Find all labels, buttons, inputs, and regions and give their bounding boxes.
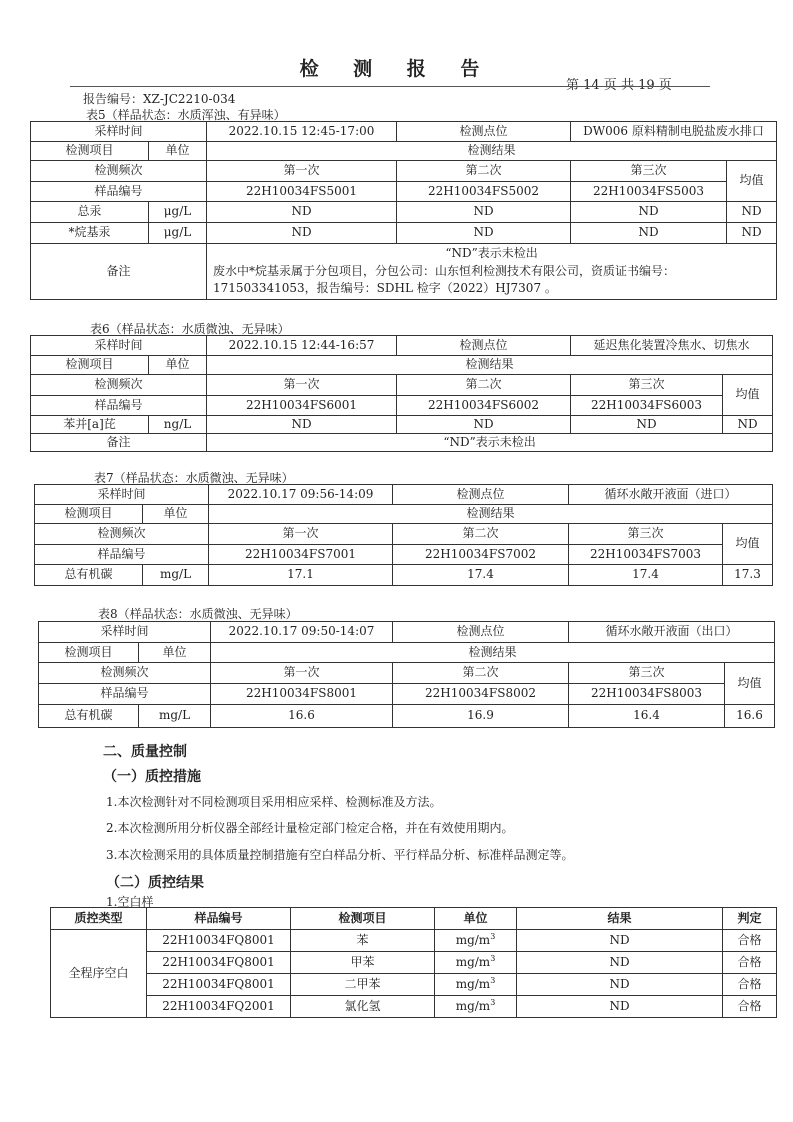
table5-unit-label: 单位 xyxy=(149,142,207,161)
qc-row3-unit xyxy=(435,974,517,996)
table8-unit-label: 单位 xyxy=(139,643,211,663)
table6-id-2: 22H10034FS6002 xyxy=(397,396,571,416)
qc-row2-result: ND xyxy=(517,952,723,974)
qc-row2-unit xyxy=(435,952,517,974)
table7-id-2: 22H10034FS7002 xyxy=(393,545,569,565)
qc-blank-title: 1.空白样 xyxy=(106,895,154,909)
table8-caption: 表8（样品状态：水质微浊、无异味） xyxy=(98,607,298,621)
qc-unit-exp: 3 xyxy=(490,976,496,986)
qc-row4-result: ND xyxy=(517,996,723,1018)
table7-third: 第三次 xyxy=(569,524,723,545)
qc-row3-result: ND xyxy=(517,974,723,996)
table8-row1-mean: 16.6 xyxy=(725,705,775,728)
table7-unit-label: 单位 xyxy=(143,505,209,524)
table5-time: 2022.10.15 12:45-17:00 xyxy=(207,122,397,142)
qc-measure-3: 3.本次检测采用的具体质量控制措施有空白样品分析、平行样品分析、标准样品测定等。 xyxy=(106,848,574,862)
table8-id-1: 22H10034FS8001 xyxy=(211,684,393,705)
table5-id-1: 22H10034FS5001 xyxy=(207,182,397,202)
table6-remark: “ND”表示未检出 xyxy=(207,434,773,452)
qc-header-type: 质控类型 xyxy=(51,908,147,930)
table5-row2-v1: ND xyxy=(207,223,397,244)
qc-header-item: 检测项目 xyxy=(291,908,435,930)
table6-unit-label: 单位 xyxy=(149,356,207,375)
qc-measures-title: （一）质控措施 xyxy=(103,769,201,785)
table5-row1-unit: μg/L xyxy=(149,202,207,223)
qc-row1-id: 22H10034FQ8001 xyxy=(147,930,291,952)
table5-time-label: 采样时间 xyxy=(31,122,207,142)
table6-frequency-label: 检测频次 xyxy=(31,375,207,396)
table5-remark xyxy=(207,244,777,300)
table6-id-3: 22H10034FS6003 xyxy=(571,396,723,416)
qc-unit-base: mg/m xyxy=(455,977,491,992)
header-rule xyxy=(70,86,710,87)
table5-row2-unit: μg/L xyxy=(149,223,207,244)
qc-title: 二、质量控制 xyxy=(103,744,187,760)
table8-row1-v3: 16.4 xyxy=(569,705,725,728)
qc-blank-type: 全程序空白 xyxy=(51,930,147,1018)
table7-row1-v2: 17.4 xyxy=(393,565,569,586)
table6 xyxy=(30,335,773,452)
table8-first: 第一次 xyxy=(211,663,393,684)
qc-row1-judge: 合格 xyxy=(723,930,777,952)
qc-measure-2: 2.本次检测所用分析仪器全部经计量检定部门检定合格，并在有效使用期内。 xyxy=(106,821,514,835)
table7-point: 循环水敞开液面（进口） xyxy=(569,485,773,505)
table8-results-label: 检测结果 xyxy=(211,643,775,663)
qc-row4-id: 22H10034FQ2001 xyxy=(147,996,291,1018)
table5-third: 第三次 xyxy=(571,161,727,182)
table5-remark-line1: “ND”表示未检出 xyxy=(445,246,538,261)
table5-point: DW006 原料精制电脱盐废水排口 xyxy=(571,122,777,142)
table5-frequency-label: 检测频次 xyxy=(31,161,207,182)
table5-remark-line2: 废水中*烷基汞属于分包项目，分包公司：山东恒利检测技术有限公司，资质证书编号：171503341053，报告编号：SDHL 检字（2022）HJ7307 。 xyxy=(213,263,676,296)
table8-item-label: 检测项目 xyxy=(39,643,139,663)
table7-frequency-label: 检测频次 xyxy=(35,524,209,545)
table7-id-3: 22H10034FS7003 xyxy=(569,545,723,565)
table6-point-label: 检测点位 xyxy=(397,336,571,356)
table6-mean-label: 均值 xyxy=(723,375,773,416)
qc-row3-judge: 合格 xyxy=(723,974,777,996)
table5-id-3: 22H10034FS5003 xyxy=(571,182,727,202)
table6-results-label: 检测结果 xyxy=(207,356,773,375)
table6-second: 第二次 xyxy=(397,375,571,396)
qc-measure-1: 1.本次检测针对不同检测项目采用相应采样、检测标准及方法。 xyxy=(106,795,442,809)
qc-unit-exp: 3 xyxy=(490,998,496,1008)
table7-row1-item: 总有机碳 xyxy=(35,565,143,586)
table7-time-label: 采样时间 xyxy=(35,485,209,505)
qc-blank-table xyxy=(50,907,777,1018)
table6-row1-v2: ND xyxy=(397,416,571,434)
qc-header-judge: 判定 xyxy=(723,908,777,930)
table5-remark-label: 备注 xyxy=(31,244,207,300)
table5-row2-v3: ND xyxy=(571,223,727,244)
table7-row1-mean: 17.3 xyxy=(723,565,773,586)
table7-mean-label: 均值 xyxy=(723,524,773,565)
qc-row3-id: 22H10034FQ8001 xyxy=(147,974,291,996)
table7-row1-v3: 17.4 xyxy=(569,565,723,586)
qc-row3-item: 二甲苯 xyxy=(291,974,435,996)
table7-first: 第一次 xyxy=(209,524,393,545)
table5-row2-mean: ND xyxy=(727,223,777,244)
table6-first: 第一次 xyxy=(207,375,397,396)
qc-row1-unit xyxy=(435,930,517,952)
table6-row1-unit: ng/L xyxy=(149,416,207,434)
table8-point-label: 检测点位 xyxy=(393,622,569,643)
table8-third: 第三次 xyxy=(569,663,725,684)
table7-results-label: 检测结果 xyxy=(209,505,773,524)
table6-caption: 表6（样品状态：水质微浊、无异味） xyxy=(90,322,290,336)
page-title: 检 测 报 告 xyxy=(299,58,494,80)
table6-item-label: 检测项目 xyxy=(31,356,149,375)
qc-row4-judge: 合格 xyxy=(723,996,777,1018)
table5-item-label: 检测项目 xyxy=(31,142,149,161)
table5-row2-v2: ND xyxy=(397,223,571,244)
table6-row1-mean: ND xyxy=(723,416,773,434)
qc-row4-unit xyxy=(435,996,517,1018)
qc-results-title: （二）质控结果 xyxy=(106,875,204,891)
qc-unit-base: mg/m xyxy=(455,999,491,1014)
table7-row1-v1: 17.1 xyxy=(209,565,393,586)
table6-row1-v3: ND xyxy=(571,416,723,434)
table5-caption: 表5（样品状态：水质浑浊、有异味） xyxy=(86,108,286,122)
qc-unit-base: mg/m xyxy=(455,955,491,970)
table8-id-2: 22H10034FS8002 xyxy=(393,684,569,705)
table8-row1-v1: 16.6 xyxy=(211,705,393,728)
table7 xyxy=(34,484,773,586)
table8-second: 第二次 xyxy=(393,663,569,684)
table5-row1-v1: ND xyxy=(207,202,397,223)
qc-unit-base: mg/m xyxy=(455,933,491,948)
table7-id-1: 22H10034FS7001 xyxy=(209,545,393,565)
table5-sample-no-label: 样品编号 xyxy=(31,182,207,202)
qc-header-sample-no: 样品编号 xyxy=(147,908,291,930)
table7-item-label: 检测项目 xyxy=(35,505,143,524)
qc-row2-id: 22H10034FQ8001 xyxy=(147,952,291,974)
table8-id-3: 22H10034FS8003 xyxy=(569,684,725,705)
table8-point: 循环水敞开液面（出口） xyxy=(569,622,775,643)
qc-row1-item: 苯 xyxy=(291,930,435,952)
table8-row1-unit: mg/L xyxy=(139,705,211,728)
table5-row1-item: 总汞 xyxy=(31,202,149,223)
table5-mean-label: 均值 xyxy=(727,161,777,202)
table6-remark-label: 备注 xyxy=(31,434,207,452)
table8 xyxy=(38,621,775,728)
qc-unit-exp: 3 xyxy=(490,932,496,942)
table5-row1-v3: ND xyxy=(571,202,727,223)
table6-sample-no-label: 样品编号 xyxy=(31,396,207,416)
table6-id-1: 22H10034FS6001 xyxy=(207,396,397,416)
table6-point: 延迟焦化装置冷焦水、切焦水 xyxy=(571,336,773,356)
table5-row1-mean: ND xyxy=(727,202,777,223)
table6-time: 2022.10.15 12:44-16:57 xyxy=(207,336,397,356)
table8-sample-no-label: 样品编号 xyxy=(39,684,211,705)
table7-time: 2022.10.17 09:56-14:09 xyxy=(209,485,393,505)
table8-row1-v2: 16.9 xyxy=(393,705,569,728)
table7-caption: 表7（样品状态：水质微浊、无异味） xyxy=(94,471,294,485)
qc-row2-judge: 合格 xyxy=(723,952,777,974)
qc-row2-item: 甲苯 xyxy=(291,952,435,974)
table6-row1-item: 苯并[a]芘 xyxy=(31,416,149,434)
table5-row2-item: *烷基汞 xyxy=(31,223,149,244)
table5-row1-v2: ND xyxy=(397,202,571,223)
qc-row1-result: ND xyxy=(517,930,723,952)
table8-time-label: 采样时间 xyxy=(39,622,211,643)
table8-frequency-label: 检测频次 xyxy=(39,663,211,684)
table7-second: 第二次 xyxy=(393,524,569,545)
table5 xyxy=(30,121,777,300)
table8-time: 2022.10.17 09:50-14:07 xyxy=(211,622,393,643)
table6-time-label: 采样时间 xyxy=(31,336,207,356)
table8-mean-label: 均值 xyxy=(725,663,775,705)
table7-row1-unit: mg/L xyxy=(143,565,209,586)
table5-id-2: 22H10034FS5002 xyxy=(397,182,571,202)
qc-header-unit: 单位 xyxy=(435,908,517,930)
table6-third: 第三次 xyxy=(571,375,723,396)
table5-second: 第二次 xyxy=(397,161,571,182)
page-counter: 第 14 页 共 19 页 xyxy=(566,78,672,93)
table7-point-label: 检测点位 xyxy=(393,485,569,505)
table6-row1-v1: ND xyxy=(207,416,397,434)
qc-unit-exp: 3 xyxy=(490,954,496,964)
table8-row1-item: 总有机碳 xyxy=(39,705,139,728)
qc-header-result: 结果 xyxy=(517,908,723,930)
qc-row4-item: 氯化氢 xyxy=(291,996,435,1018)
table5-results-label: 检测结果 xyxy=(207,142,777,161)
table7-sample-no-label: 样品编号 xyxy=(35,545,209,565)
report-number: 报告编号：XZ-JC2210-034 xyxy=(83,92,236,106)
table5-first: 第一次 xyxy=(207,161,397,182)
table5-point-label: 检测点位 xyxy=(397,122,571,142)
